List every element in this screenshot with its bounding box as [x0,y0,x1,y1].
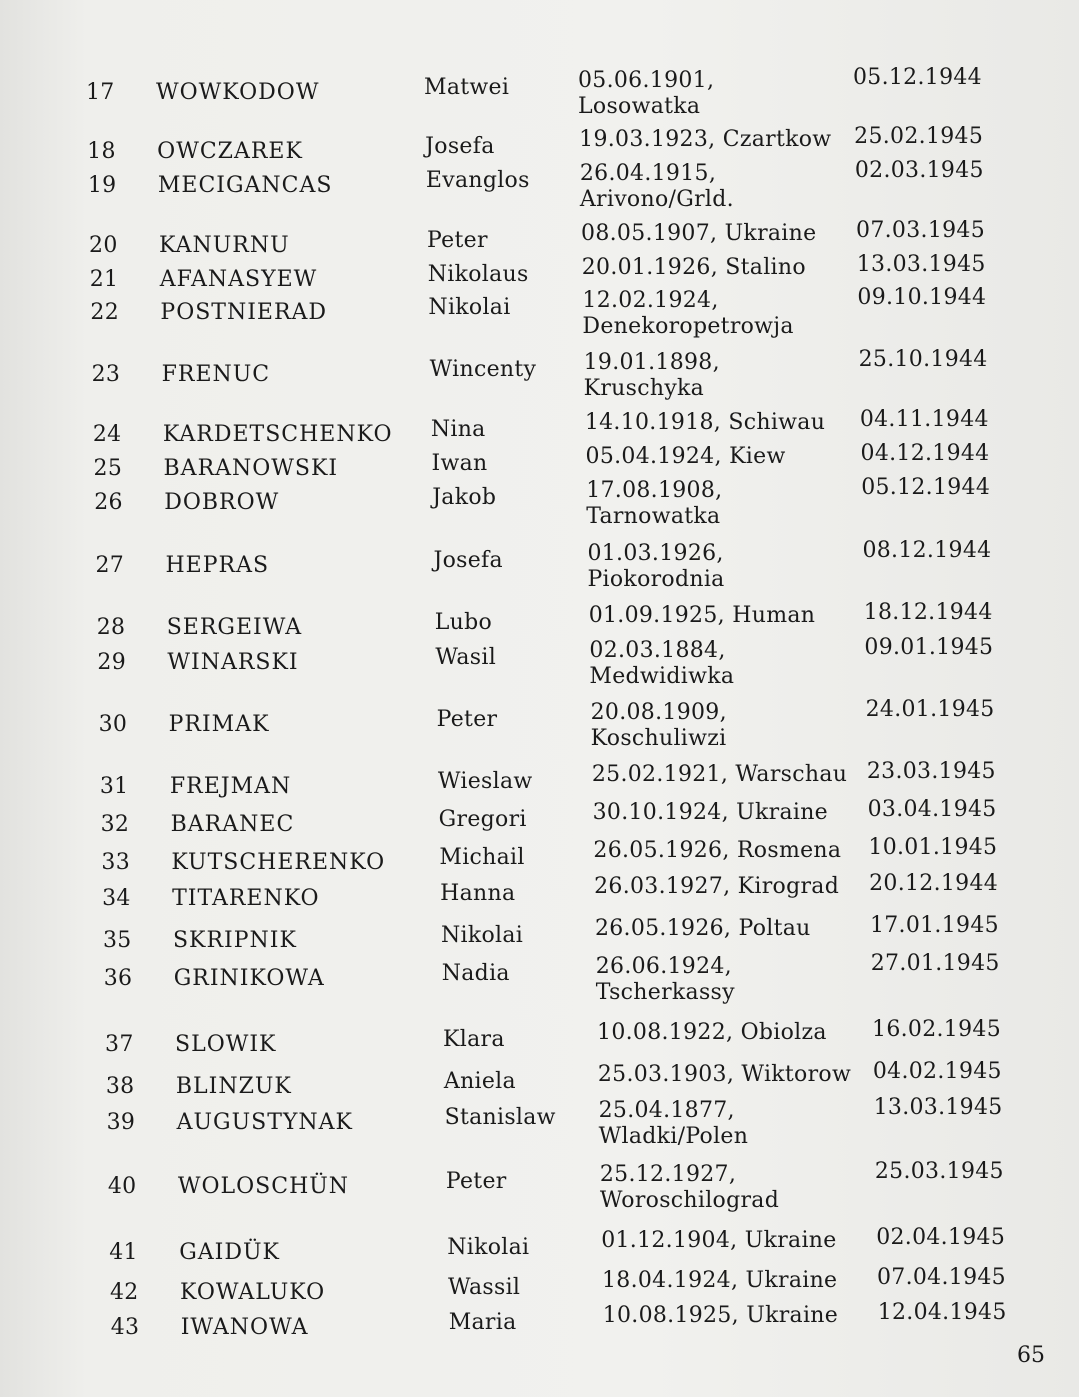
birth-date-place: 10.08.1922, Obiolza [597,1020,827,1045]
first-name: Peter [427,228,488,253]
surname: MECIGANCAS [157,173,333,198]
birth-date-place: 26.05.1926, Poltau [594,916,811,941]
entry-number: 17 [86,80,115,105]
death-date: 04.11.1944 [859,407,989,432]
death-date: 23.03.1945 [866,759,996,784]
surname: GRINIKOWA [173,966,325,991]
entry-number: 23 [91,362,121,387]
entry-number: 25 [93,456,123,481]
death-date: 02.03.1945 [854,158,984,183]
birth-date-place: 26.04.1915, Arivono/Grld. [579,161,734,212]
surname: SERGEIWA [166,615,303,640]
birth-date-place: 25.04.1877, Wladki/Polen [598,1098,749,1149]
birth-date-place: 30.10.1924, Ukraine [592,800,829,825]
first-name: Wassil [448,1275,521,1300]
death-date: 27.01.1945 [870,951,1000,976]
death-date: 09.10.1944 [857,285,987,310]
first-name: Peter [436,707,498,732]
birth-date-place: 01.03.1926, Piokorodnia [587,541,725,592]
surname: SLOWIK [175,1032,277,1057]
surname: AUGUSTYNAK [176,1110,353,1135]
surname: KOWALUKO [180,1280,326,1305]
surname: DOBROW [164,490,280,515]
death-date: 18.12.1944 [863,600,993,625]
birth-date-place: 19.01.1898, Kruschyka [583,350,720,401]
first-name: Iwan [431,451,488,476]
birth-date-place: 20.01.1926, Stalino [581,255,806,280]
table-row [0,1300,1079,1375]
entry-number: 35 [102,928,132,953]
birth-date-place: 12.02.1924, Denekoropetrowja [582,288,794,339]
first-name: Evanglos [425,168,530,193]
first-name: Nikolai [428,295,511,320]
death-date: 02.04.1945 [876,1225,1006,1250]
birth-date-place: 25.02.1921, Warschau [591,762,848,787]
entry-number: 20 [89,233,118,258]
birth-date-place: 01.12.1904, Ukraine [601,1228,837,1253]
birth-date-place: 25.03.1903, Wiktorow [597,1062,852,1087]
birth-date-place: 14.10.1918, Schiwau [584,410,826,435]
birth-date-place: 10.08.1925, Ukraine [602,1303,839,1328]
first-name: Michail [439,845,525,870]
death-date: 20.12.1944 [869,871,999,896]
death-date: 10.01.1945 [868,835,998,860]
surname: BLINZUK [175,1074,292,1099]
entry-number: 27 [95,553,125,578]
entry-number: 40 [107,1174,137,1199]
entry-number: 31 [99,774,129,799]
surname: BARANEC [170,812,295,837]
entry-number: 28 [96,615,126,640]
first-name: Maria [448,1310,517,1335]
first-name: Jakob [432,485,497,510]
entry-number: 38 [105,1074,135,1099]
first-name: Matwei [424,75,510,100]
surname: WINARSKI [167,650,299,675]
entry-number: 30 [98,712,128,737]
death-date: 25.02.1945 [854,124,984,149]
death-date: 04.02.1945 [872,1059,1002,1084]
entry-number: 18 [87,139,116,164]
first-name: Peter [445,1169,507,1194]
surname: POSTNIERAD [160,300,328,325]
birth-date-place: 26.05.1926, Rosmena [593,838,842,863]
death-date: 12.04.1945 [877,1300,1007,1325]
birth-date-place: 20.08.1909, Koschuliwzi [590,700,727,751]
death-date: 25.10.1944 [858,347,988,372]
surname: OWCZAREK [157,139,303,164]
entry-number: 37 [105,1032,134,1057]
birth-date-place: 02.03.1884, Medwidiwka [589,638,735,689]
surname: FRENUC [161,362,271,387]
entry-number: 24 [92,422,122,447]
first-name: Josefa [433,548,503,573]
first-name: Josefa [425,134,495,159]
birth-date-place: 26.03.1927, Kirograd [594,874,840,899]
first-name: Wieslaw [437,769,533,794]
entry-number: 29 [97,650,126,675]
death-date: 16.02.1945 [872,1017,1001,1042]
birth-date-place: 25.12.1927, Woroschilograd [599,1162,780,1213]
entry-number: 39 [106,1110,136,1135]
entry-number: 41 [109,1240,138,1265]
first-name: Wincenty [429,357,537,382]
first-name: Nikolaus [427,262,529,287]
entry-number: 26 [94,490,123,515]
surname: GAIDÜK [179,1240,280,1265]
page-number: 65 [1017,1343,1045,1368]
death-date: 07.03.1945 [856,218,986,243]
death-date: 08.12.1944 [862,538,992,563]
death-date: 09.01.1945 [864,635,994,660]
first-name: Wasil [435,645,497,670]
birth-date-place: 08.05.1907, Ukraine [581,221,817,246]
surname: FREJMAN [169,774,292,799]
birth-date-place: 05.06.1901, Losowatka [578,68,715,119]
entry-number: 19 [87,173,117,198]
entry-number: 33 [101,850,130,875]
surname: PRIMAK [168,712,270,737]
entry-number: 21 [89,267,119,292]
first-name: Lubo [434,610,492,635]
first-name: Nikolai [447,1235,530,1260]
first-name: Nikolai [440,923,524,948]
entry-number: 43 [110,1315,140,1340]
surname: WOWKODOW [156,80,320,105]
surname: KUTSCHERENKO [171,850,386,875]
first-name: Stanislaw [444,1105,556,1130]
birth-date-place: 26.06.1924, Tscherkassy [595,954,735,1005]
birth-date-place: 19.03.1923, Czartkow [579,127,832,152]
entry-number: 32 [100,812,130,837]
first-name: Nadia [441,961,510,986]
death-date: 07.04.1945 [877,1265,1006,1290]
surname: BARANOWSKI [163,456,339,481]
surname: AFANASYEW [159,267,318,292]
surname: HEPRAS [165,553,270,578]
birth-date-place: 18.04.1924, Ukraine [602,1268,838,1293]
entry-number: 36 [103,966,133,991]
death-date: 17.01.1945 [869,913,999,938]
surname: KARDETSCHENKO [162,422,393,447]
death-date: 04.12.1944 [860,441,990,466]
death-date: 13.03.1945 [873,1095,1003,1120]
surname: TITARENKO [172,886,320,911]
death-date: 05.12.1944 [853,65,982,90]
birth-date-place: 01.09.1925, Human [588,603,816,628]
first-name: Hanna [440,881,516,906]
death-date: 25.03.1945 [874,1159,1004,1184]
surname: KANURNU [159,233,290,258]
surname: WOLOSCHÜN [177,1174,350,1199]
first-name: Klara [443,1027,505,1052]
birth-date-place: 05.04.1924, Kiew [585,444,786,469]
death-date: 13.03.1945 [856,252,986,277]
entry-number: 34 [102,886,131,911]
entry-number: 42 [110,1280,139,1305]
entry-number: 22 [90,300,119,325]
death-date: 24.01.1945 [865,697,995,722]
surname: SKRIPNIK [172,928,297,953]
surname: IWANOWA [180,1315,309,1340]
first-name: Aniela [443,1069,516,1094]
birth-date-place: 17.08.1908, Tarnowatka [586,478,723,529]
first-name: Nina [430,417,486,442]
death-date: 03.04.1945 [867,797,997,822]
death-date: 05.12.1944 [861,475,991,500]
first-name: Gregori [438,807,527,832]
